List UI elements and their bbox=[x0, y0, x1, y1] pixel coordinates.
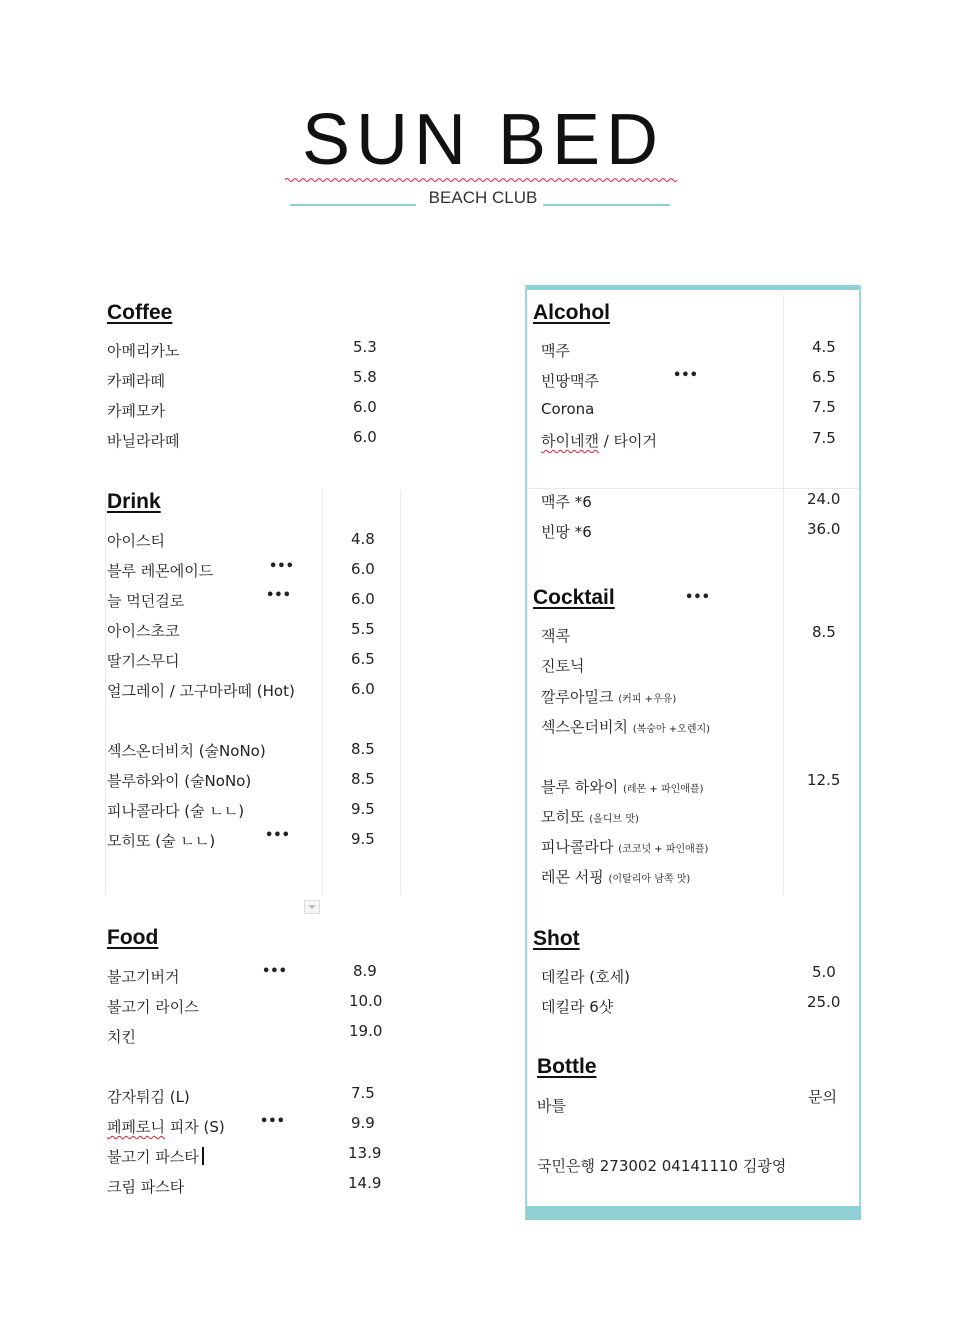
menu-price: 8.5 bbox=[351, 770, 375, 788]
menu-price: 5.8 bbox=[353, 368, 377, 386]
menu-price: 10.0 bbox=[349, 992, 383, 1010]
menu-item: 바틀 bbox=[537, 1097, 566, 1115]
recommend-mark: ••• bbox=[260, 1114, 285, 1129]
table-border bbox=[783, 295, 784, 895]
menu-item-name: 모히또 bbox=[541, 808, 585, 826]
menu-item: 크림 파스타 bbox=[107, 1178, 185, 1196]
menu-price: 6.5 bbox=[812, 368, 836, 386]
menu-price: 8.5 bbox=[351, 740, 375, 758]
menu-price: 6.0 bbox=[351, 560, 375, 578]
menu-item-name: 섹스온더비치 bbox=[541, 718, 628, 736]
menu-item: 블루 레몬에이드 bbox=[107, 562, 214, 580]
menu-item bbox=[107, 1116, 225, 1137]
menu-price: 24.0 bbox=[807, 490, 841, 508]
menu-item: 딸기스무디 bbox=[107, 652, 180, 670]
menu-item bbox=[541, 686, 676, 707]
frame-left bbox=[525, 285, 527, 1220]
frame-right bbox=[859, 285, 861, 1220]
menu-price: 8.5 bbox=[812, 623, 836, 641]
menu-item bbox=[107, 1146, 204, 1167]
subtitle-line-right bbox=[543, 204, 670, 206]
menu-price: 7.5 bbox=[812, 429, 836, 447]
dropdown-icon[interactable] bbox=[304, 900, 320, 914]
menu-price: 6.5 bbox=[351, 650, 375, 668]
menu-item bbox=[541, 806, 639, 827]
menu-item-note: (커피 +우유) bbox=[618, 694, 677, 705]
menu-price: 7.5 bbox=[351, 1084, 375, 1102]
menu-price: 13.9 bbox=[348, 1144, 382, 1162]
menu-item: 바닐라라떼 bbox=[107, 432, 180, 450]
menu-item: 모히또 (술 ㄴㄴ) bbox=[107, 832, 216, 850]
menu-item-note: (이탈리아 남쪽 맛) bbox=[608, 874, 691, 885]
menu-item: 블루하와이 (술NoNo) bbox=[107, 772, 252, 790]
frame-top bbox=[526, 285, 861, 290]
table-border bbox=[322, 490, 323, 895]
menu-item: 카페라떼 bbox=[107, 372, 165, 390]
recommend-mark: ••• bbox=[265, 828, 290, 843]
menu-price: 6.0 bbox=[353, 428, 377, 446]
menu-price: 6.0 bbox=[353, 398, 377, 416]
menu-item: 치킨 bbox=[107, 1028, 136, 1046]
menu-price: 25.0 bbox=[807, 993, 841, 1011]
brand-subtitle: BEACH CLUB bbox=[428, 188, 538, 207]
menu-price: 36.0 bbox=[807, 520, 841, 538]
menu-price: 14.9 bbox=[348, 1174, 382, 1192]
section-title-coffee: Coffee bbox=[107, 301, 173, 324]
menu-item: 빈땅맥주 bbox=[541, 372, 599, 390]
section-title-shot: Shot bbox=[533, 927, 580, 950]
menu-item: 아이스티 bbox=[107, 532, 165, 550]
menu-item-note: (올디브 맛) bbox=[589, 814, 639, 825]
menu-item: 잭콕 bbox=[541, 627, 570, 645]
spellcheck-underline bbox=[285, 177, 677, 183]
menu-item: 감자튀김 (L) bbox=[107, 1088, 190, 1106]
menu-price: 8.9 bbox=[353, 962, 377, 980]
menu-item-name: 피나콜라다 bbox=[541, 838, 614, 856]
menu-item-rest: / 타이거 bbox=[598, 432, 658, 450]
menu-item: Corona bbox=[541, 400, 595, 418]
menu-item: 섹스온더비치 (술NoNo) bbox=[107, 742, 266, 760]
section-title-cocktail: Cocktail bbox=[533, 586, 615, 609]
spellcheck-word: 페페로니 bbox=[107, 1118, 165, 1136]
menu-item-rest: 피자 (S) bbox=[164, 1118, 225, 1136]
table-border bbox=[527, 488, 859, 489]
menu-item: 늘 먹던걸로 bbox=[107, 592, 185, 610]
menu-price: 9.5 bbox=[351, 800, 375, 818]
recommend-mark: ••• bbox=[262, 964, 287, 979]
menu-item-name: 깔루아밀크 bbox=[541, 688, 614, 706]
menu-item-name: 불고기 파스타 bbox=[107, 1148, 199, 1166]
menu-item bbox=[541, 776, 704, 797]
menu-price: 9.9 bbox=[351, 1114, 375, 1132]
menu-item-note: (복숭아 +오렌지) bbox=[632, 724, 711, 735]
recommend-mark: ••• bbox=[685, 590, 710, 605]
menu-price: 6.0 bbox=[351, 590, 375, 608]
menu-item: 맥주 *6 bbox=[541, 493, 592, 511]
menu-price: 5.5 bbox=[351, 620, 375, 638]
menu-item bbox=[541, 866, 690, 887]
recommend-mark: ••• bbox=[269, 559, 294, 574]
menu-item: 데킬라 6샷 bbox=[541, 998, 614, 1016]
menu-price: 4.5 bbox=[812, 338, 836, 356]
frame-bottom bbox=[526, 1206, 861, 1220]
menu-item: 맥주 bbox=[541, 342, 570, 360]
table-border bbox=[105, 490, 106, 895]
menu-item: 불고기 라이스 bbox=[107, 998, 199, 1016]
menu-item bbox=[541, 716, 710, 737]
menu-item: 아메리카노 bbox=[107, 342, 180, 360]
table-border bbox=[400, 490, 401, 895]
menu-item: 데킬라 (호세) bbox=[541, 968, 630, 986]
menu-price: 5.0 bbox=[812, 963, 836, 981]
section-title-alcohol: Alcohol bbox=[533, 301, 610, 324]
recommend-mark: ••• bbox=[673, 368, 698, 383]
menu-item: 빈땅 *6 bbox=[541, 523, 592, 541]
menu-item: 아이스초코 bbox=[107, 622, 180, 640]
menu-item-name: 레몬 서핑 bbox=[541, 868, 604, 886]
spellcheck-word: 하이네캔 bbox=[541, 432, 599, 450]
menu-item-note: (코코넛 + 파인애플) bbox=[618, 844, 709, 855]
menu-item-note: (레몬 + 파인애플) bbox=[623, 784, 704, 795]
menu-price: 9.5 bbox=[351, 830, 375, 848]
menu-item: 얼그레이 / 고구마라떼 (Hot) bbox=[107, 682, 295, 700]
menu-item bbox=[541, 836, 708, 857]
menu-price: 5.3 bbox=[353, 338, 377, 356]
menu-price: 4.8 bbox=[351, 530, 375, 548]
text-cursor bbox=[202, 1147, 204, 1165]
menu-price: 7.5 bbox=[812, 398, 836, 416]
brand-title: SUN BED bbox=[301, 100, 665, 180]
menu-price: 19.0 bbox=[349, 1022, 383, 1040]
menu-item: 피나콜라다 (술 ㄴㄴ) bbox=[107, 802, 245, 820]
menu-price: 12.5 bbox=[807, 771, 841, 789]
menu-item: 불고기버거 bbox=[107, 968, 180, 986]
menu-item-name: 블루 하와이 bbox=[541, 778, 619, 796]
recommend-mark: ••• bbox=[266, 588, 291, 603]
section-title-drink: Drink bbox=[107, 490, 161, 513]
section-title-food: Food bbox=[107, 926, 159, 949]
menu-price: 6.0 bbox=[351, 680, 375, 698]
bank-account: 국민은행 273002 04141110 김광영 bbox=[537, 1157, 787, 1175]
menu-item bbox=[541, 430, 657, 451]
menu-item: 진토닉 bbox=[541, 657, 585, 675]
menu-item: 카페모카 bbox=[107, 402, 165, 420]
menu-price: 문의 bbox=[808, 1088, 837, 1106]
section-title-bottle: Bottle bbox=[537, 1055, 597, 1078]
